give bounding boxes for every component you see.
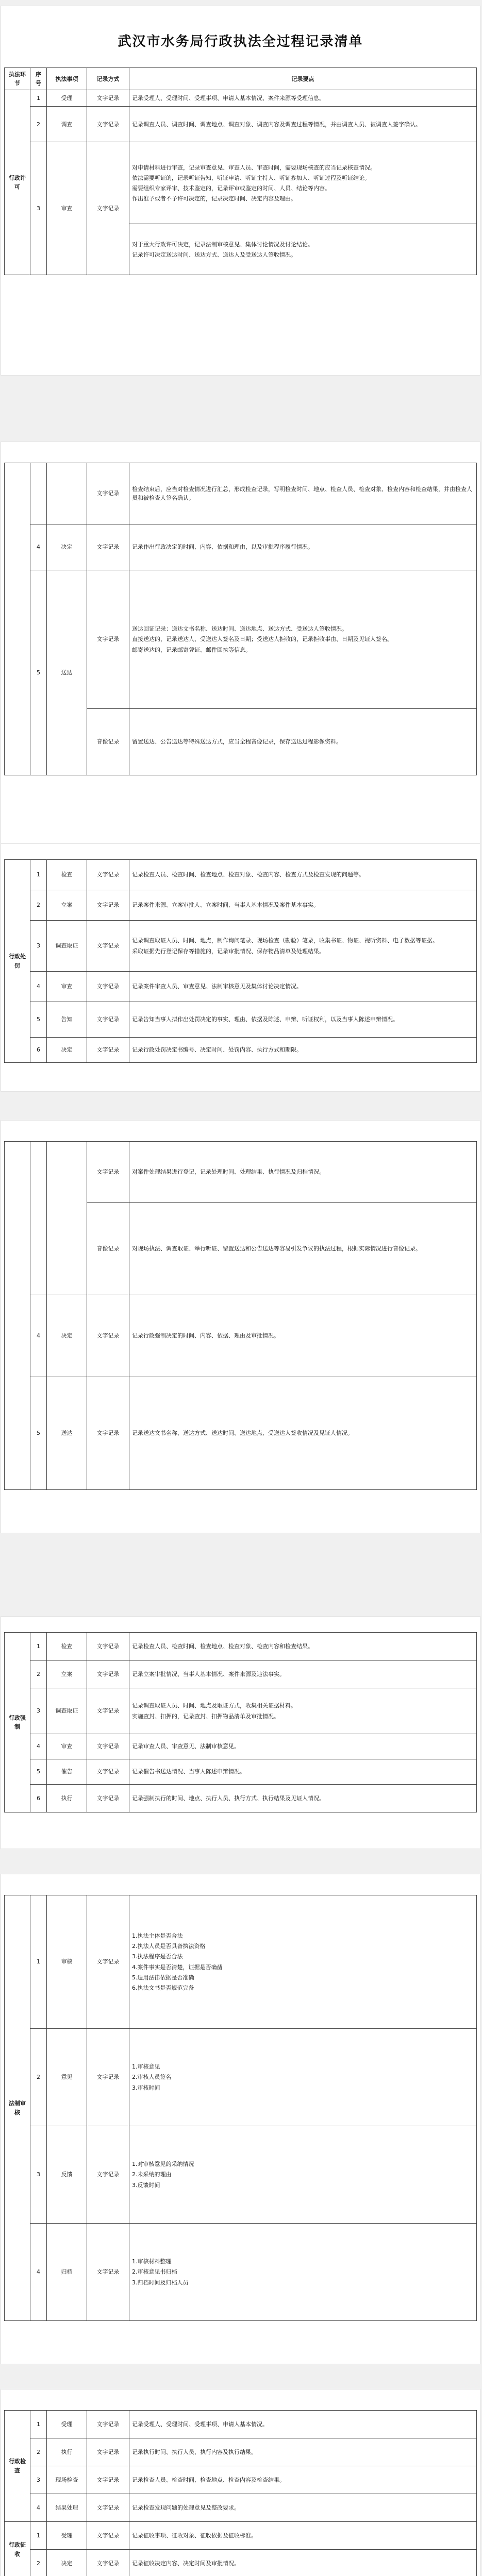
points-cell (129, 860, 477, 890)
no-cell: 5 (30, 1377, 47, 1490)
mode-cell: 文字记录 (87, 570, 129, 709)
item-cell: 受理 (47, 2522, 87, 2550)
point-text: 记录案件来源、立案审批人、立案时间、当事人基本情况及案件基本事实。 (132, 902, 319, 909)
points-cell (129, 1895, 477, 2029)
point-text: 记录检查人员、检查时间、检查地点、检查对象、检查内容、检查方式及检查发现的问题等。 (132, 871, 364, 878)
no-cell: 3 (30, 2126, 47, 2224)
points-cell (129, 1633, 477, 1660)
points-cell (129, 921, 477, 972)
point-text: 6.执法文书是否规范完备 (132, 1984, 194, 1991)
item-cell: 受理 (47, 90, 87, 107)
point-text: 2.审核意见书归档 (132, 2268, 177, 2276)
point-text: 1.对审核意见的采纳情况 (132, 2161, 194, 2168)
table-row (5, 921, 477, 972)
point-text: 1.审核意见 (132, 2063, 160, 2071)
document-page (1, 6, 480, 375)
table-row (5, 463, 477, 524)
points-cell (129, 2438, 477, 2466)
points-cell (129, 524, 477, 570)
item-cell: 审查 (47, 1734, 87, 1759)
table-row (5, 1377, 477, 1490)
document-title: 武汉市水务局行政执法全过程记录清单 (118, 34, 363, 49)
document-page (1, 2389, 480, 2576)
mode-cell: 文字记录 (87, 890, 129, 921)
point-text: 3.归档时间及归档人员 (132, 2279, 189, 2286)
table-row (5, 2550, 477, 2576)
mode-cell: 文字记录 (87, 921, 129, 972)
point-text: 对于重大行政许可决定，记录法制审核意见、集体讨论情况及讨论结论。 (132, 241, 313, 248)
table-row (5, 2411, 477, 2438)
no-cell: 3 (30, 142, 47, 275)
points-cell (129, 2411, 477, 2438)
table-row (5, 107, 477, 142)
mode-cell: 文字记录 (87, 2522, 129, 2550)
item-cell: 催告 (47, 1759, 87, 1785)
table-row (5, 570, 477, 709)
item-cell: 反馈 (47, 2126, 87, 2224)
points-cell (129, 1660, 477, 1688)
table-row (5, 1688, 477, 1734)
mode-cell: 文字记录 (87, 2411, 129, 2438)
item-cell: 意见 (47, 2029, 87, 2126)
phase-cell: 行政征收 (5, 2522, 30, 2576)
point-text: 记录审查人员、审查意见、法制审核意见。 (132, 1743, 240, 1750)
points-cell (129, 709, 477, 775)
point-text: 记录送达文书名称、送达方式、送达时间、送达地点、受送达人签收情况及见证人情况。 (132, 1430, 353, 1437)
document-page (1, 1121, 480, 1533)
mode-cell: 文字记录 (87, 1002, 129, 1038)
table-row (5, 1759, 477, 1785)
point-text: 记录调查取证人员、时间、地点，制作询问笔录、现场检查（勘验）笔录，收集书证、物证、视听资料、电子数据等证据。 (132, 937, 438, 944)
item-cell: 调查取证 (47, 921, 87, 972)
table-row (5, 1038, 477, 1063)
points-cell (129, 890, 477, 921)
point-text: 记录调查取证人员、时间、地点及取证方式，收集相关证据材料。 (132, 1702, 296, 1709)
phase-cell: 法制审核 (5, 1895, 30, 2321)
points-cell (129, 90, 477, 107)
mode-cell: 文字记录 (87, 524, 129, 570)
no-cell: 5 (30, 570, 47, 775)
mode-cell: 文字记录 (87, 2550, 129, 2576)
no-cell (30, 463, 47, 524)
point-text: 需要组织专家评审、技术鉴定的，记录评审或鉴定的时间、人员、结论等内容。 (132, 184, 330, 192)
item-cell: 决定 (47, 1295, 87, 1377)
point-text: 对案件处理结果进行登记，记录处理时间、处理结果、执行情况及归档情况。 (132, 1168, 325, 1176)
table-row (5, 142, 477, 224)
points-cell (129, 1203, 477, 1295)
points-cell (129, 224, 477, 275)
item-cell: 决定 (47, 1038, 87, 1063)
mode-cell: 文字记录 (87, 2438, 129, 2466)
no-cell: 1 (30, 90, 47, 107)
table-row (5, 2126, 477, 2224)
points-cell (129, 1142, 477, 1203)
phase-cell: 行政许可 (5, 90, 30, 275)
points-cell (129, 2550, 477, 2576)
phase-cell (5, 1142, 30, 1490)
point-text: 记录强制执行的时间、地点、执行人员、执行方式、执行结果及见证人情况。 (132, 1794, 325, 1802)
point-text: 记录征收决定内容、决定时间及审批情况。 (132, 2560, 240, 2567)
mode-cell: 文字记录 (87, 90, 129, 107)
points-cell (129, 1734, 477, 1759)
item-cell: 执行 (47, 2438, 87, 2466)
item-cell: 受理 (47, 2411, 87, 2438)
mode-cell: 文字记录 (87, 1038, 129, 1063)
table-row (5, 2029, 477, 2126)
point-text: 记录检查发现问题的处理意见及整改要求。 (132, 2504, 240, 2511)
point-text: 记录受理人、受理时间、受理事项、申请人基本情况、案件来源等受理信息。 (132, 95, 325, 102)
item-cell: 审核 (47, 1895, 87, 2029)
phase-cell: 行政处罚 (5, 860, 30, 1063)
point-text: 2.未采纳的理由 (132, 2171, 172, 2178)
point-text: 记录检查人员、检查时间、检查地点、检查内容及检查结果。 (132, 2476, 285, 2483)
point-text: 记录许可决定送达时间、送达方式、送达人及受送达人签收情况。 (132, 251, 296, 258)
table-row (5, 90, 477, 107)
point-text: 4.案件事实是否清楚，证据是否确凿 (132, 1963, 223, 1971)
points-cell (129, 1759, 477, 1785)
item-cell: 检查 (47, 860, 87, 890)
item-cell: 审查 (47, 142, 87, 275)
header-cell: 记录要点 (129, 68, 477, 90)
mode-cell: 文字记录 (87, 2466, 129, 2494)
phase-cell (5, 463, 30, 775)
no-cell: 1 (30, 2522, 47, 2550)
record-table (4, 859, 477, 1063)
no-cell: 2 (30, 2029, 47, 2126)
points-cell (129, 2224, 477, 2321)
points-cell (129, 2126, 477, 2224)
phase-cell: 行政强制 (5, 1633, 30, 1812)
mode-cell: 文字记录 (87, 1633, 129, 1660)
no-cell: 2 (30, 2438, 47, 2466)
item-cell: 现场检查 (47, 2466, 87, 2494)
table-row (5, 1734, 477, 1759)
item-cell: 立案 (47, 1660, 87, 1688)
item-cell: 决定 (47, 524, 87, 570)
no-cell: 1 (30, 2411, 47, 2438)
header-cell: 序号 (30, 68, 47, 90)
point-text: 5.适用法律依据是否准确 (132, 1974, 194, 1981)
point-text: 3.执法程序是否合法 (132, 1953, 183, 1960)
table-row (5, 524, 477, 570)
no-cell: 1 (30, 860, 47, 890)
table-row (5, 2438, 477, 2466)
document-page (1, 1617, 480, 1849)
no-cell (30, 1142, 47, 1295)
points-cell (129, 1688, 477, 1734)
point-text: 记录作出行政决定的时间、内容、依据和理由，以及审批程序履行情况。 (132, 544, 313, 551)
no-cell: 4 (30, 1734, 47, 1759)
no-cell: 4 (30, 524, 47, 570)
header-cell: 执法事项 (47, 68, 87, 90)
record-table (4, 1141, 477, 1490)
table-row (5, 2466, 477, 2494)
point-text: 1.审核材料整理 (132, 2258, 172, 2265)
mode-cell: 文字记录 (87, 2224, 129, 2321)
point-text: 记录行政处罚决定书编号、决定时间、处罚内容、执行方式和期限。 (132, 1046, 302, 1054)
document-page (1, 442, 480, 875)
item-cell: 执行 (47, 1785, 87, 1812)
no-cell: 3 (30, 921, 47, 972)
point-text: 直接送达的，记录送达人、受送达人签名及日期；受送达人拒收的，记录拒收事由、日期及见证人签名。 (132, 636, 393, 643)
point-text: 检查结束后，应当对检查情况进行汇总，形成检查记录，写明检查时间、地点、检查人员、检查对象、检查内容和检查结果，并由检查人员和被检查人签名确认。 (132, 485, 472, 501)
points-cell (129, 1038, 477, 1063)
point-text: 1.执法主体是否合法 (132, 1933, 183, 1940)
point-text: 对现场执法、调查取证、举行听证、留置送达和公告送达等容易引发争议的执法过程，根据实际情况进行音像记录。 (132, 1245, 421, 1252)
points-cell (129, 463, 477, 524)
item-cell: 决定 (47, 2550, 87, 2576)
mode-cell: 文字记录 (87, 1295, 129, 1377)
table-row (5, 2522, 477, 2550)
no-cell: 5 (30, 1002, 47, 1038)
no-cell: 2 (30, 107, 47, 142)
point-text: 记录检查人员、检查时间、检查地点、检查对象、检查内容和检查结果。 (132, 1642, 313, 1650)
points-cell (129, 972, 477, 1002)
points-cell (129, 1785, 477, 1812)
point-text: 3.反馈时间 (132, 2181, 160, 2189)
mode-cell: 文字记录 (87, 107, 129, 142)
item-cell: 送达 (47, 570, 87, 775)
points-cell (129, 1295, 477, 1377)
item-cell: 告知 (47, 1002, 87, 1038)
record-table (4, 463, 477, 775)
point-text: 依法需要听证的，记录听证告知、听证申请、听证主持人、听证参加人、听证过程及听证结论。 (132, 174, 370, 181)
record-table (4, 2410, 477, 2576)
point-text: 记录行政强制决定的时间、内容、依据、理由及审批情况。 (132, 1332, 279, 1340)
item-cell: 审查 (47, 972, 87, 1002)
table-row (5, 2224, 477, 2321)
table-row (5, 1633, 477, 1660)
table-row (5, 860, 477, 890)
point-text: 记录告知当事人拟作出处罚决定的事实、理由、依据及陈述、申辩、听证权利，以及当事人陈述申辩情况。 (132, 1016, 398, 1023)
no-cell: 2 (30, 2550, 47, 2576)
point-text: 作出准予或者不予许可决定的，记录决定时间、决定内容及理由。 (132, 195, 296, 202)
mode-cell: 文字记录 (87, 1734, 129, 1759)
mode-cell: 文字记录 (87, 860, 129, 890)
point-text: 实施查封、扣押的，记录查封、扣押物品清单及审批情况。 (132, 1713, 279, 1720)
item-cell: 立案 (47, 890, 87, 921)
record-table (4, 1632, 477, 1812)
mode-cell: 文字记录 (87, 142, 129, 275)
mode-cell: 文字记录 (87, 2494, 129, 2522)
no-cell: 3 (30, 1688, 47, 1734)
table-row (5, 1785, 477, 1812)
point-text: 记录立案审批情况、当事人基本情况、案件来源及违法事实。 (132, 1670, 285, 1677)
points-cell (129, 2466, 477, 2494)
no-cell: 4 (30, 2224, 47, 2321)
no-cell: 6 (30, 1785, 47, 1812)
point-text: 记录案件审查人员、审查意见、法制审核意见及集体讨论决定情况。 (132, 983, 302, 990)
point-text: 2.执法人员是否具备执法资格 (132, 1943, 206, 1950)
point-text: 记录催告书送达情况、当事人陈述申辩情况。 (132, 1768, 245, 1775)
record-table (4, 1895, 477, 2321)
point-text: 记录调查人员、调查时间、调查地点、调查对象、调查内容及调查过程等情况，并由调查人员、被调查人签字确认。 (132, 121, 421, 128)
item-cell (47, 1142, 87, 1295)
points-cell (129, 2494, 477, 2522)
no-cell: 2 (30, 890, 47, 921)
points-cell (129, 570, 477, 709)
point-text: 记录执行时间、执行人员、执行内容及执行结果。 (132, 2448, 257, 2455)
mode-cell: 文字记录 (87, 2126, 129, 2224)
mode-cell: 文字记录 (87, 972, 129, 1002)
mode-cell: 文字记录 (87, 463, 129, 524)
item-cell: 归档 (47, 2224, 87, 2321)
mode-cell: 文字记录 (87, 1142, 129, 1203)
table-row (5, 1660, 477, 1688)
no-cell: 4 (30, 2494, 47, 2522)
record-table (4, 67, 477, 275)
table-row (5, 972, 477, 1002)
no-cell: 3 (30, 2466, 47, 2494)
points-cell (129, 1377, 477, 1490)
document-page (1, 844, 480, 1091)
table-row (5, 2494, 477, 2522)
table-row (5, 1142, 477, 1203)
item-cell: 调查 (47, 107, 87, 142)
points-cell (129, 2522, 477, 2550)
item-cell: 结果处理 (47, 2494, 87, 2522)
points-cell (129, 1002, 477, 1038)
table-row (5, 1895, 477, 2029)
no-cell: 5 (30, 1759, 47, 1785)
mode-cell: 音像记录 (87, 1203, 129, 1295)
item-cell: 送达 (47, 1377, 87, 1490)
header-cell: 执法环节 (5, 68, 30, 90)
point-text: 3.审核时间 (132, 2084, 160, 2091)
phase-cell: 行政检查 (5, 2411, 30, 2522)
item-cell: 调查取证 (47, 1688, 87, 1734)
table-row (5, 890, 477, 921)
point-text: 记录受理人、受理时间、受理事项、申请人基本情况。 (132, 2420, 268, 2428)
table-row (5, 1295, 477, 1377)
points-cell (129, 2029, 477, 2126)
table-row (5, 1002, 477, 1038)
points-cell (129, 142, 477, 224)
item-cell: 检查 (47, 1633, 87, 1660)
no-cell: 2 (30, 1660, 47, 1688)
point-text: 对申请材料进行审查，记录审查意见、审查人员、审查时间，需要现场核查的应当记录核查情况。 (132, 164, 376, 171)
header-cell: 记录方式 (87, 68, 129, 90)
point-text: 采取证据先行登记保存等措施的，记录审批情况、保存物品清单及处理结果。 (132, 947, 325, 955)
document-page (1, 1874, 480, 2364)
point-text: 留置送达、公告送达等特殊送达方式，应当全程音像记录，保存送达过程影像资料。 (132, 738, 342, 745)
point-text: 记录征收事项、征收对象、征收依据及征收标准。 (132, 2532, 257, 2539)
mode-cell: 文字记录 (87, 1660, 129, 1688)
mode-cell: 文字记录 (87, 1688, 129, 1734)
mode-cell: 文字记录 (87, 1895, 129, 2029)
mode-cell: 文字记录 (87, 1785, 129, 1812)
point-text: 2.审核人员签名 (132, 2074, 172, 2081)
mode-cell: 音像记录 (87, 709, 129, 775)
point-text: 邮寄送达的，记录邮寄凭证、邮件回执等信息。 (132, 646, 251, 653)
no-cell: 1 (30, 1633, 47, 1660)
mode-cell: 文字记录 (87, 2029, 129, 2126)
table-header-row (5, 68, 477, 90)
mode-cell: 文字记录 (87, 1759, 129, 1785)
no-cell: 1 (30, 1895, 47, 2029)
no-cell: 6 (30, 1038, 47, 1063)
no-cell: 4 (30, 1295, 47, 1377)
points-cell (129, 107, 477, 142)
no-cell: 4 (30, 972, 47, 1002)
item-cell (47, 463, 87, 524)
mode-cell: 文字记录 (87, 1377, 129, 1490)
point-text: 送达回证记录：送达文书名称、送达时间、送达地点、送达方式、受送达人签收情况。 (132, 625, 347, 633)
